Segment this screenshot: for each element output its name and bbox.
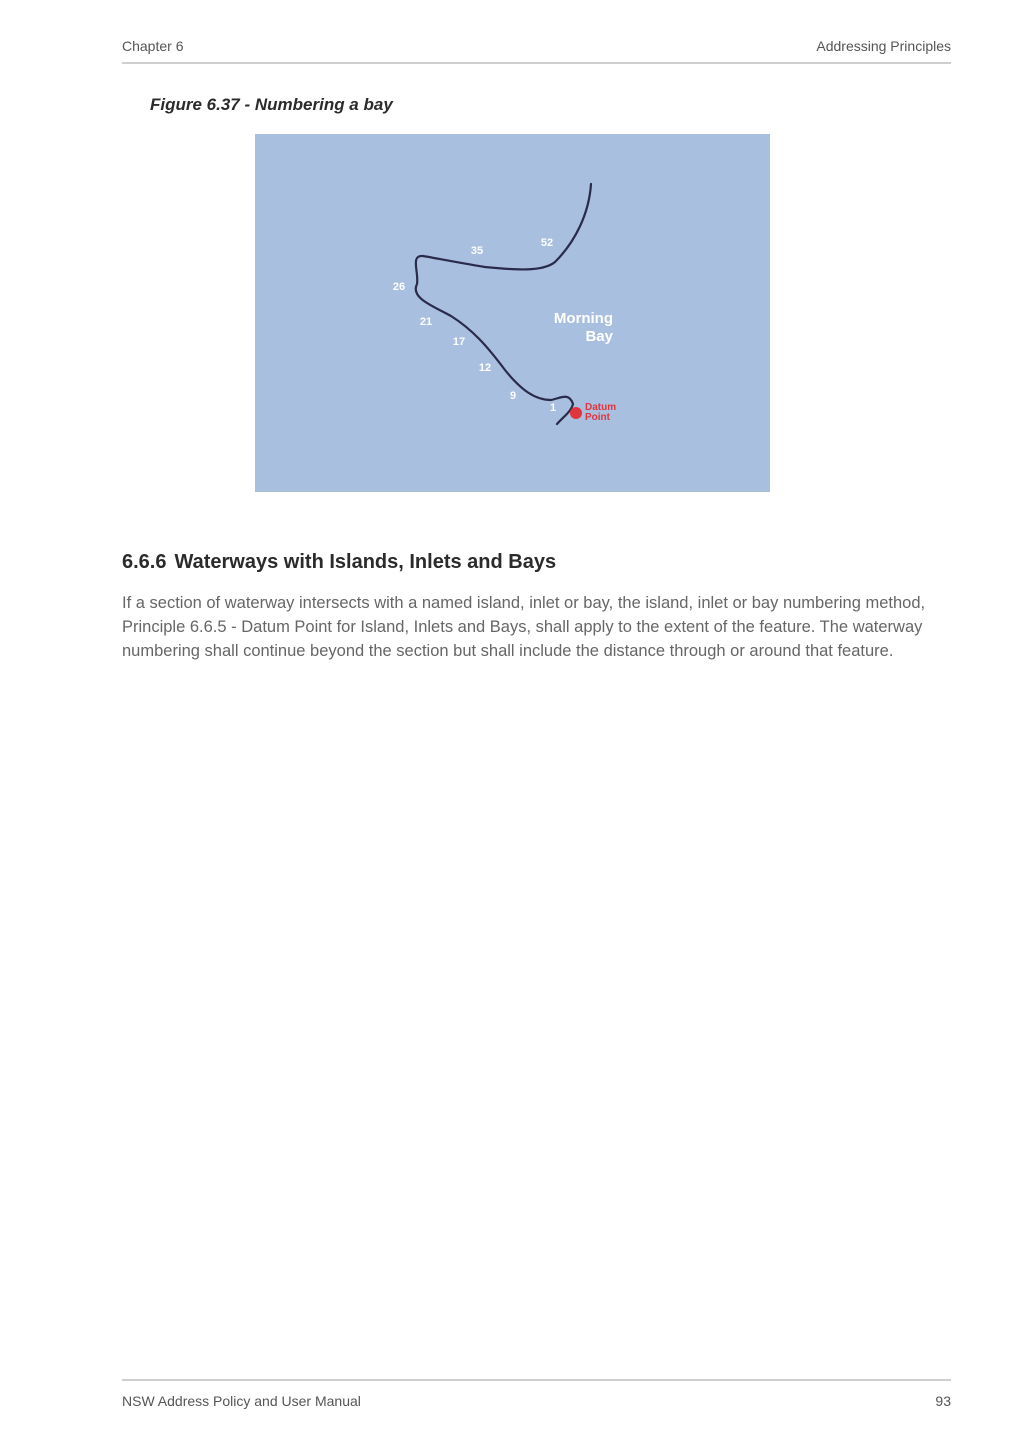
datum-label-line2: Point xyxy=(585,412,610,423)
number-label: 35 xyxy=(470,245,484,257)
page-number: 93 xyxy=(935,1393,951,1409)
bay-numbering-figure xyxy=(255,134,770,492)
page-footer xyxy=(122,1379,951,1411)
section-title: Waterways with Islands, Inlets and Bays xyxy=(174,551,557,573)
header-section: Addressing Principles xyxy=(816,38,951,54)
number-label: 26 xyxy=(392,281,406,293)
bay-map xyxy=(255,134,770,492)
datum-point-marker xyxy=(570,407,582,419)
bay-name-line1: Morning xyxy=(553,310,613,327)
number-label: 1 xyxy=(549,402,557,414)
figure-caption: Figure 6.37 - Numbering a bay xyxy=(150,95,393,114)
page-header xyxy=(122,36,951,64)
number-label: 9 xyxy=(509,390,517,402)
water-area xyxy=(255,134,770,492)
number-label: 17 xyxy=(452,336,466,348)
number-label: 52 xyxy=(540,237,554,249)
section-heading xyxy=(122,551,556,574)
footer-title: NSW Address Policy and User Manual xyxy=(122,1393,361,1409)
bay-name-line2: Bay xyxy=(585,328,613,345)
datum-label-line1: Datum xyxy=(585,402,617,413)
header-chapter: Chapter 6 xyxy=(122,38,184,54)
number-label: 21 xyxy=(419,316,433,328)
number-label: 12 xyxy=(478,362,492,374)
section-body: If a section of waterway intersects with a named island, inlet or bay, the island, inlet or bay numbering method, Principle 6.6.5 - Datum Point for Island, Inlets and Bays, shall apply to the extent of the feature. The waterway numbering shall continue beyond the section but shall include the distance through or around that feature. xyxy=(122,594,926,660)
section-number: 6.6.6 xyxy=(122,551,167,573)
